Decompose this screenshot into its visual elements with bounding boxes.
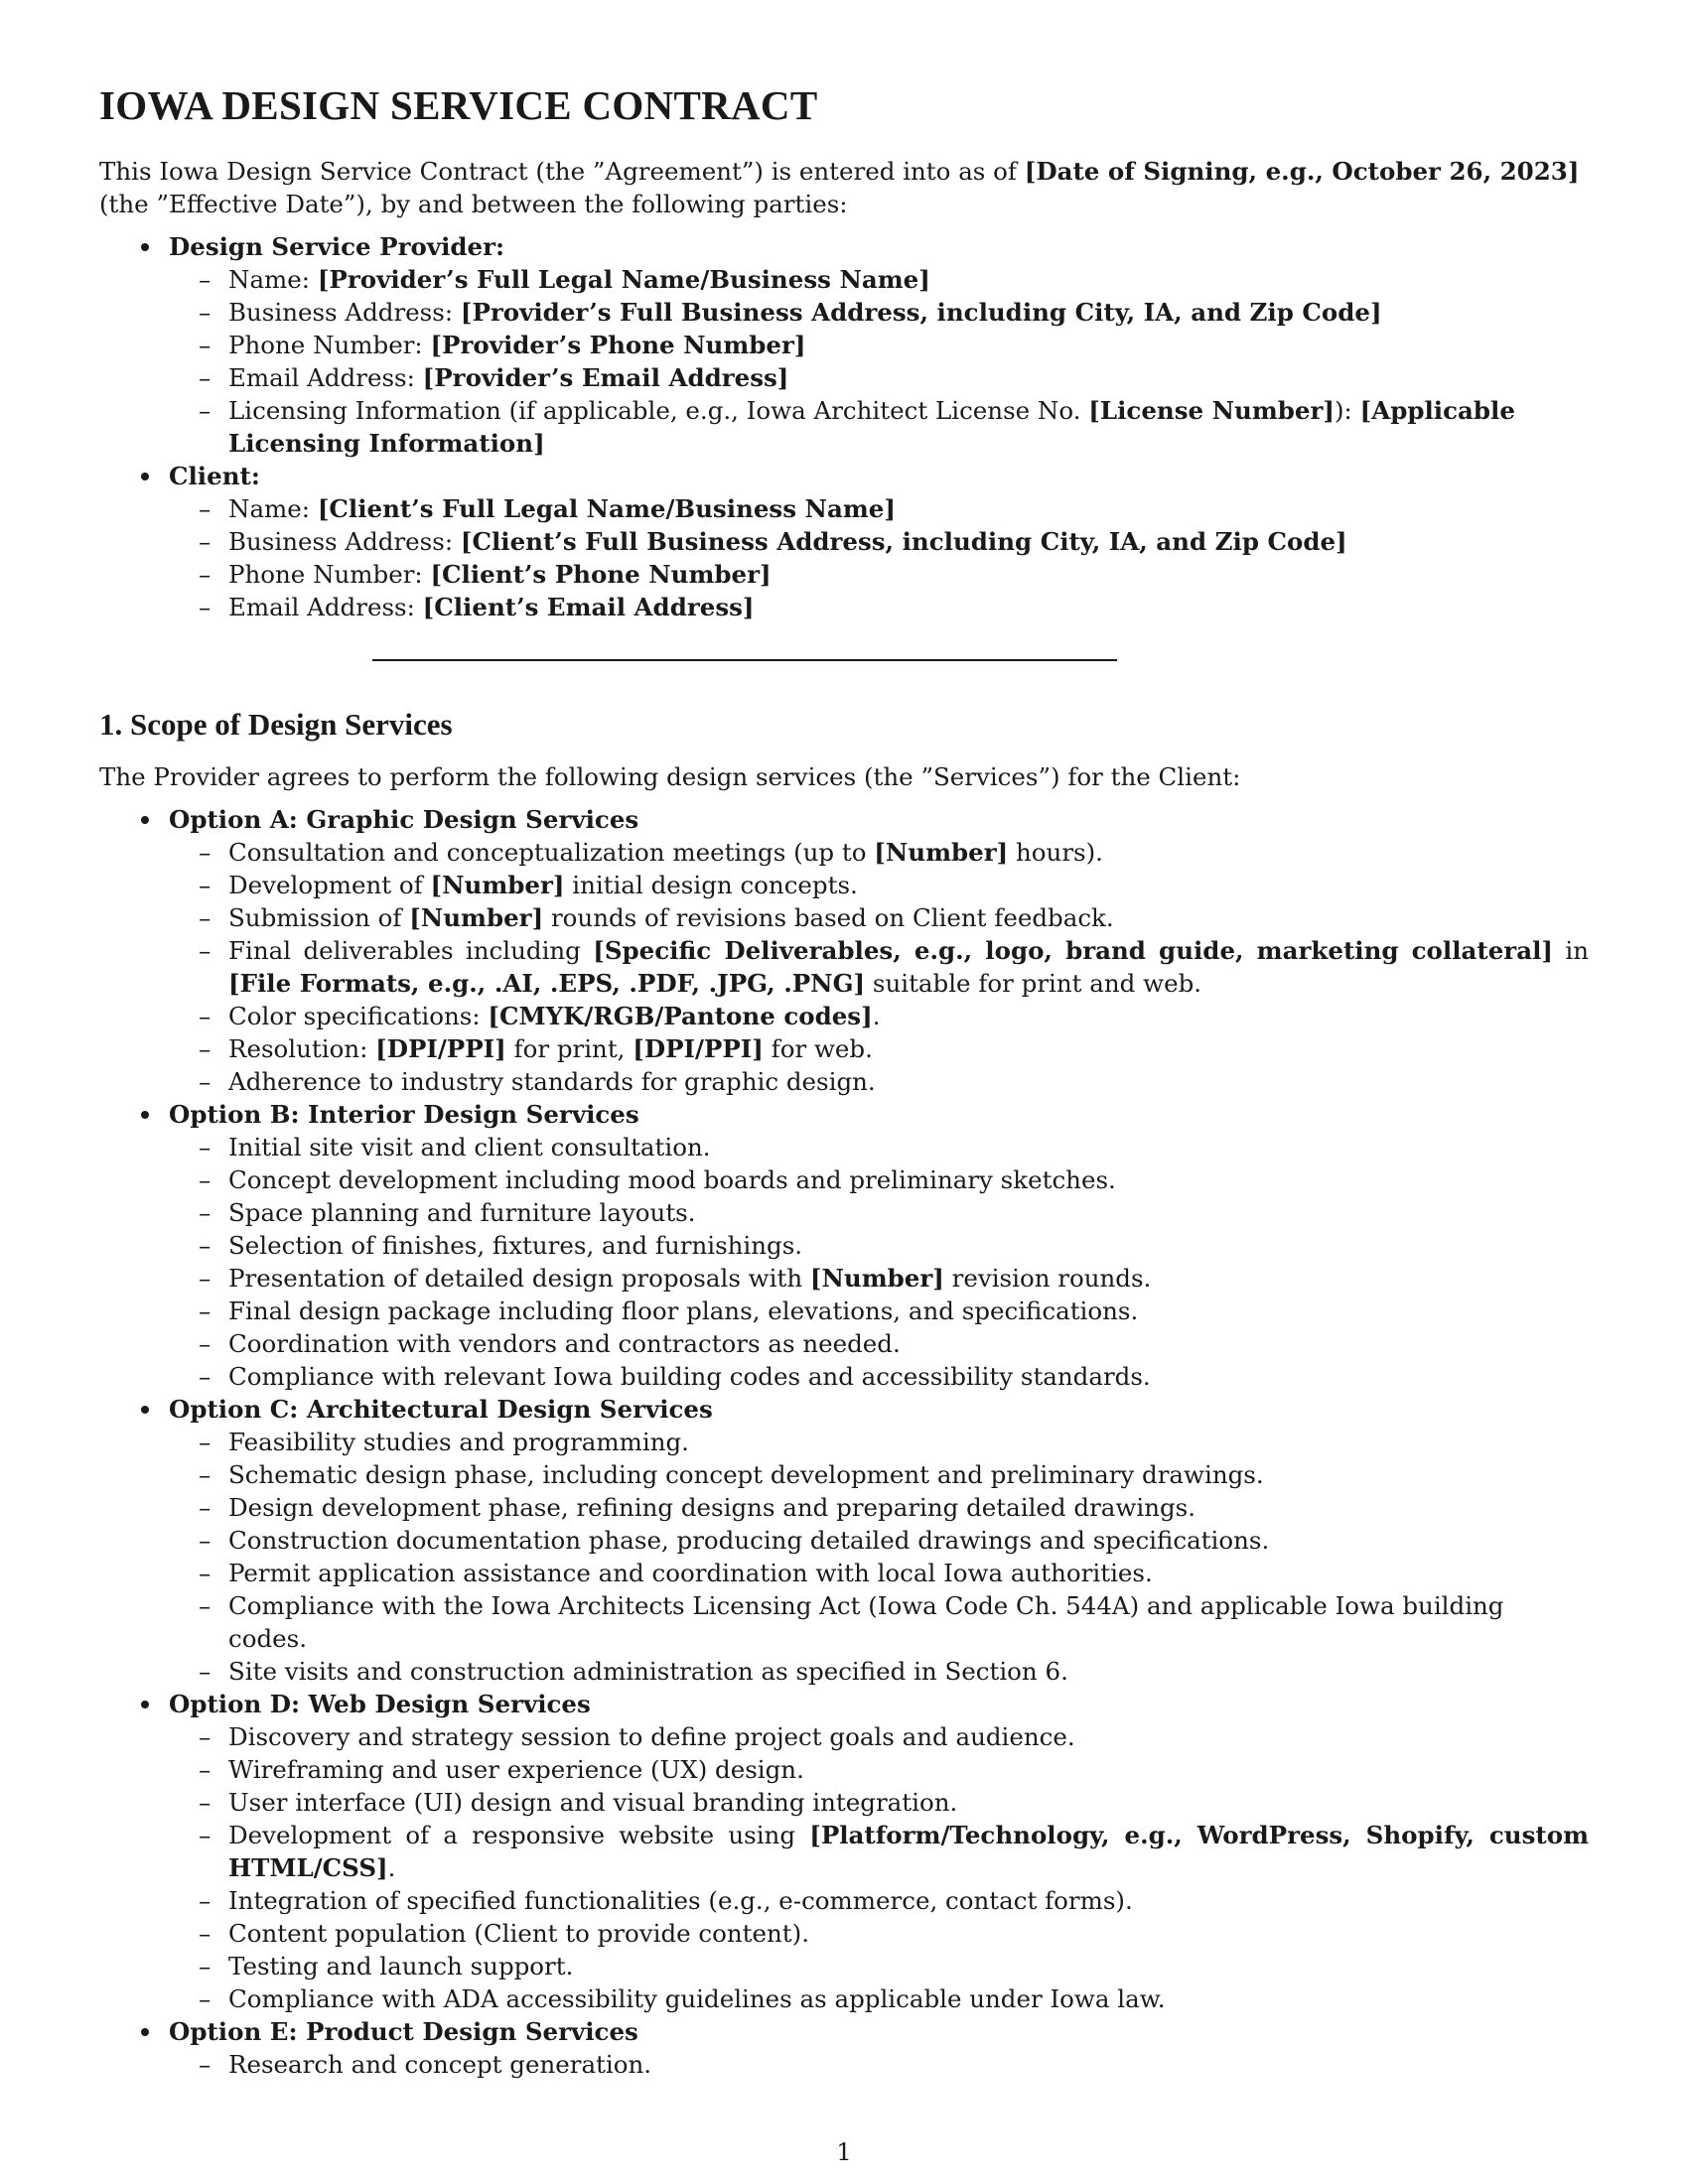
option-e-heading: Option E: Product Design Services	[169, 2017, 638, 2046]
option-c	[169, 1393, 1589, 1688]
list-item: – Design development phase, refining designs and preparing detailed drawings.	[228, 1491, 1589, 1524]
list-item	[228, 1262, 1589, 1295]
placeholder: [Number]	[430, 871, 565, 899]
placeholder: [Client’s Full Business Address, including City, IA, and Zip Code]	[460, 527, 1347, 556]
client-email	[228, 591, 1589, 623]
client-heading: Client:	[169, 462, 260, 490]
list-item: – Content population (Client to provide content).	[228, 1917, 1589, 1950]
text: in	[1552, 936, 1589, 965]
list-item: – Final design package including floor plans, elevations, and specifications.	[228, 1295, 1589, 1327]
list-item: – Adherence to industry standards for graphic design.	[228, 1065, 1589, 1098]
placeholder: [Number]	[809, 1264, 944, 1293]
client-phone	[228, 558, 1589, 591]
list-item: – Feasibility studies and programming.	[228, 1426, 1589, 1458]
list-item	[228, 869, 1589, 901]
contract-page	[99, 81, 1589, 2081]
list-item	[228, 934, 1589, 1000]
option-d	[169, 1688, 1589, 2015]
provider-address	[228, 296, 1589, 329]
list-item	[228, 836, 1589, 869]
placeholder: [Number]	[409, 903, 544, 932]
section-1-intro: The Provider agrees to perform the following design services (the ”Services”) for the Client:	[99, 762, 1241, 791]
placeholder: [CMYK/RGB/Pantone codes]	[488, 1002, 873, 1030]
placeholder: [DPI/PPI]	[633, 1034, 764, 1063]
horizontal-divider	[372, 659, 1117, 661]
list-item	[228, 1000, 1589, 1032]
list-item: – User interface (UI) design and visual branding integration.	[228, 1786, 1589, 1819]
text: Presentation of detailed design proposals with	[228, 1264, 810, 1293]
date-placeholder: [Date of Signing, e.g., October 26, 2023]	[1024, 157, 1580, 186]
list-item: – Construction documentation phase, producing detailed drawings and specifications.	[228, 1524, 1589, 1557]
client-address	[228, 525, 1589, 558]
placeholder: [File Formats, e.g., .AI, .EPS, .PDF, .JPG, .PNG]	[228, 969, 866, 998]
option-a-items	[169, 836, 1589, 1098]
option-b-items	[169, 1131, 1589, 1393]
option-d-heading: Option D: Web Design Services	[169, 1690, 591, 1718]
label: Phone Number:	[228, 331, 431, 359]
text: Resolution:	[228, 1034, 376, 1063]
list-item	[228, 1819, 1589, 1884]
list-item: – Compliance with the Iowa Architects Licensing Act (Iowa Code Ch. 544A) and applicable Iowa building codes.	[228, 1589, 1589, 1655]
placeholder: [Client’s Email Address]	[422, 593, 755, 621]
placeholder: [Provider’s Phone Number]	[430, 331, 806, 359]
list-item: – Site visits and construction administration as specified in Section 6.	[228, 1655, 1589, 1688]
option-b	[169, 1098, 1589, 1393]
label: Name:	[228, 494, 318, 523]
placeholder: [DPI/PPI]	[375, 1034, 506, 1063]
list-item: – Concept development including mood boards and preliminary sketches.	[228, 1163, 1589, 1196]
placeholder: [Number]	[874, 838, 1009, 867]
client-name	[228, 492, 1589, 525]
list-item: – Selection of finishes, fixtures, and furnishings.	[228, 1229, 1589, 1262]
placeholder: [Applicable Licensing Information]	[228, 396, 1515, 458]
label: Email Address:	[228, 363, 423, 392]
option-e-items	[169, 2048, 1589, 2081]
list-item	[228, 1032, 1589, 1065]
option-a	[169, 803, 1589, 1098]
placeholder: [Provider’s Full Legal Name/Business Name]	[317, 265, 930, 294]
text: for print,	[505, 1034, 633, 1063]
document-title: IOWA DESIGN SERVICE CONTRACT	[99, 82, 818, 128]
text: revision rounds.	[943, 1264, 1152, 1293]
option-a-heading: Option A: Graphic Design Services	[169, 805, 639, 834]
list-item: – Compliance with relevant Iowa building codes and accessibility standards.	[228, 1360, 1589, 1393]
label: Name:	[228, 265, 318, 294]
option-c-items	[169, 1426, 1589, 1688]
provider-party	[169, 230, 1589, 460]
text: Development of a responsive website using	[228, 1821, 810, 1849]
section-1-heading: 1. Scope of Design Services	[99, 707, 453, 742]
list-item: – Compliance with ADA accessibility guidelines as applicable under Iowa law.	[228, 1982, 1589, 2015]
intro-text: This Iowa Design Service Contract (the ”Agreement”) is entered into as of	[99, 157, 1025, 186]
text: Licensing Information (if applicable, e.g., Iowa Architect License No.	[228, 396, 1089, 425]
provider-details	[169, 263, 1589, 460]
provider-license	[228, 394, 1589, 460]
text: .	[387, 1853, 396, 1882]
provider-email	[228, 361, 1589, 394]
list-item: – Permit application assistance and coordination with local Iowa authorities.	[228, 1557, 1589, 1589]
placeholder: [Specific Deliverables, e.g., logo, brand guide, marketing collateral]	[593, 936, 1553, 965]
label: Email Address:	[228, 593, 423, 621]
text: .	[872, 1002, 881, 1030]
placeholder: [License Number]	[1088, 396, 1335, 425]
list-item: – Coordination with vendors and contractors as needed.	[228, 1327, 1589, 1360]
client-details	[169, 492, 1589, 623]
provider-name	[228, 263, 1589, 296]
text: for web.	[763, 1034, 873, 1063]
list-item: – Testing and launch support.	[228, 1950, 1589, 1982]
text: Consultation and conceptualization meetings (up to	[228, 838, 875, 867]
placeholder: [Provider’s Full Business Address, including City, IA, and Zip Code]	[460, 298, 1382, 327]
label: Phone Number:	[228, 560, 431, 589]
list-item: – Initial site visit and client consultation.	[228, 1131, 1589, 1163]
text: ):	[1335, 396, 1360, 425]
provider-heading: Design Service Provider:	[169, 232, 505, 261]
provider-phone	[228, 329, 1589, 361]
text: Final deliverables including	[228, 936, 594, 965]
list-item	[228, 901, 1589, 934]
text: Color specifications:	[228, 1002, 489, 1030]
placeholder: [Client’s Phone Number]	[430, 560, 772, 589]
placeholder: [Platform/Technology, e.g., WordPress, Shopify, custom HTML/CSS]	[228, 1821, 1589, 1882]
option-d-items	[169, 1720, 1589, 2015]
list-item: – Discovery and strategy session to define project goals and audience.	[228, 1720, 1589, 1753]
list-item: – Wireframing and user experience (UX) design.	[228, 1753, 1589, 1786]
list-item: – Space planning and furniture layouts.	[228, 1196, 1589, 1229]
page-number: 1	[836, 2137, 852, 2166]
services-options-list	[99, 803, 1589, 2081]
text: hours).	[1008, 838, 1103, 867]
text: Submission of	[228, 903, 410, 932]
list-item: – Schematic design phase, including concept development and preliminary drawings.	[228, 1458, 1589, 1491]
text: rounds of revisions based on Client feedback.	[543, 903, 1114, 932]
placeholder: [Provider’s Email Address]	[422, 363, 789, 392]
option-b-heading: Option B: Interior Design Services	[169, 1100, 639, 1129]
client-party	[169, 460, 1589, 623]
list-item: – Integration of specified functionalities (e.g., e-commerce, contact forms).	[228, 1884, 1589, 1917]
intro-text-end: (the ”Effective Date”), by and between the following parties:	[99, 190, 848, 218]
intro-paragraph	[99, 155, 1589, 220]
option-c-heading: Option C: Architectural Design Services	[169, 1395, 713, 1424]
text: suitable for print and web.	[865, 969, 1202, 998]
text: Development of	[228, 871, 431, 899]
placeholder: [Client’s Full Legal Name/Business Name]	[317, 494, 896, 523]
option-e	[169, 2015, 1589, 2081]
label: Business Address:	[228, 298, 461, 327]
parties-list	[99, 230, 1589, 623]
text: initial design concepts.	[564, 871, 858, 899]
list-item: – Research and concept generation.	[228, 2048, 1589, 2081]
label: Business Address:	[228, 527, 461, 556]
